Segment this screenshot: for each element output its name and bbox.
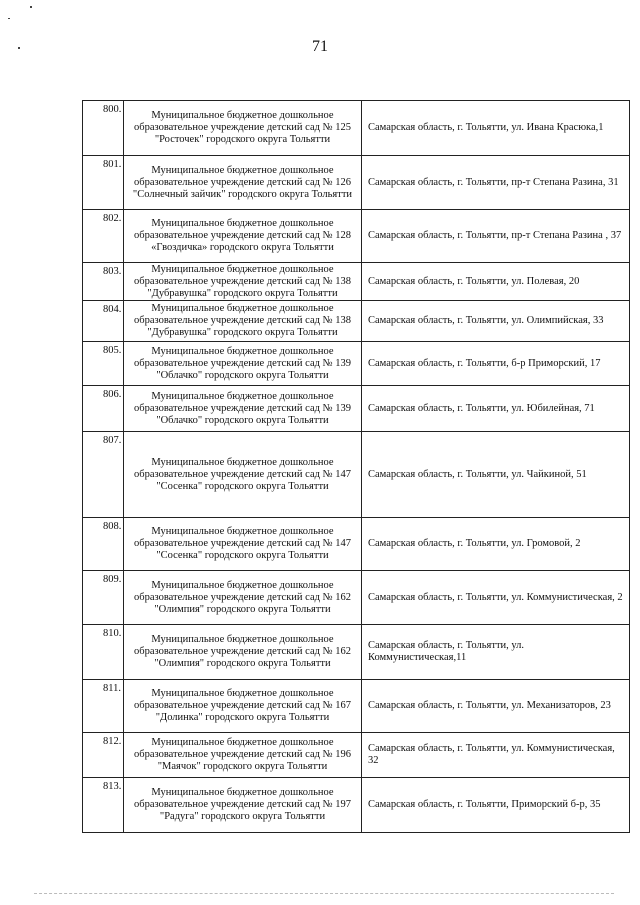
row-number-cell [83, 778, 124, 833]
institution-address-cell [362, 432, 630, 518]
institution-address: Самарская область, г. Тольятти, пр-т Степана Разина, 31 [368, 176, 619, 188]
institution-address: Самарская область, г. Тольятти, ул. Коммунистическая,11 [368, 640, 525, 663]
institution-name: Муниципальное бюджетное дошкольное образовательное учреждение детский сад № 147 "Сосенка" городского округа Тольятти [134, 526, 351, 561]
row-number: 809. [103, 574, 122, 585]
institution-name-cell [124, 210, 362, 263]
row-number: 806. [103, 389, 122, 400]
institution-address-cell [362, 101, 630, 156]
institution-address-cell [362, 571, 630, 625]
institution-address: Самарская область, г. Тольятти, ул. Юбилейная, 71 [368, 402, 595, 414]
institution-address-cell [362, 156, 630, 210]
row-number-cell [83, 432, 124, 518]
table-row [83, 778, 630, 833]
row-number-cell [83, 156, 124, 210]
institution-name-cell [124, 101, 362, 156]
institution-name-cell [124, 342, 362, 386]
institution-name-cell [124, 680, 362, 733]
institution-address-cell [362, 263, 630, 301]
institutions-table [82, 100, 630, 833]
institution-name-cell [124, 386, 362, 432]
institution-name: Муниципальное бюджетное дошкольное образовательное учреждение детский сад № 147 "Сосенка" городского округа Тольятти [134, 456, 351, 492]
row-number: 801. [103, 159, 122, 170]
row-number-cell [83, 301, 124, 342]
institution-name: Муниципальное бюджетное дошкольное образовательное учреждение детский сад № 167 "Долинка" городского округа Тольятти [134, 688, 351, 723]
institution-name-cell [124, 571, 362, 625]
row-number: 810. [103, 628, 122, 639]
institution-address-cell [362, 386, 630, 432]
row-number: 800. [103, 104, 122, 115]
institution-address: Самарская область, г. Тольятти, б-р Приморский, 17 [368, 357, 601, 369]
institution-name: Муниципальное бюджетное дошкольное образовательное учреждение детский сад № 138 "Дубравушка" городского округа Тольятти [134, 263, 351, 299]
institution-address: Самарская область, г. Тольятти, ул. Олимпийская, 33 [368, 315, 604, 326]
table-row [83, 101, 630, 156]
institution-name: Муниципальное бюджетное дошкольное образовательное учреждение детский сад № 128 «Гвоздичка» городского округа Тольятти [134, 218, 351, 253]
row-number-cell [83, 733, 124, 778]
institution-address: Самарская область, г. Тольятти, ул. Коммунистическая, 2 [368, 591, 623, 603]
row-number: 802. [103, 213, 122, 224]
institution-address: Самарская область, г. Тольятти, ул. Ивана Красюка,1 [368, 122, 604, 133]
table-row [83, 625, 630, 680]
institution-address-cell [362, 342, 630, 386]
table-row [83, 156, 630, 210]
table-row [83, 680, 630, 733]
row-number-cell [83, 386, 124, 432]
table-row [83, 342, 630, 386]
institution-address-cell [362, 778, 630, 833]
row-number-cell [83, 680, 124, 733]
table-row [83, 210, 630, 263]
institution-name: Муниципальное бюджетное дошкольное образовательное учреждение детский сад № 139 "Облачко" городского округа Тольятти [134, 390, 351, 426]
scan-speck [30, 6, 32, 8]
institution-name: Муниципальное бюджетное дошкольное образовательное учреждение детский сад № 139 "Облачко" городского округа Тольятти [134, 345, 351, 381]
row-number-cell [83, 342, 124, 386]
institution-name-cell [124, 263, 362, 301]
row-number: 808. [103, 521, 122, 532]
table-row [83, 432, 630, 518]
table-row [83, 263, 630, 301]
institution-address-cell [362, 625, 630, 680]
row-number: 803. [103, 266, 122, 277]
institution-address-cell [362, 301, 630, 342]
institution-name: Муниципальное бюджетное дошкольное образовательное учреждение детский сад № 138 "Дубравушка" городского округа Тольятти [134, 303, 351, 338]
row-number: 807. [103, 435, 122, 446]
institution-name-cell [124, 156, 362, 210]
row-number: 811. [103, 683, 121, 694]
page-number: 71 [312, 38, 328, 55]
institution-name: Муниципальное бюджетное дошкольное образовательное учреждение детский сад № 196 "Маячок" городского округа Тольятти [134, 737, 351, 772]
institution-address: Самарская область, г. Тольятти, ул. Громовой, 2 [368, 538, 581, 549]
institution-address-cell [362, 733, 630, 778]
table-row [83, 518, 630, 571]
institution-name-cell [124, 733, 362, 778]
table-row [83, 571, 630, 625]
scan-edge-line [34, 893, 614, 894]
institution-address: Самарская область, г. Тольятти, ул. Механизаторов, 23 [368, 700, 611, 711]
row-number: 813. [103, 781, 122, 792]
institution-address: Самарская область, г. Тольятти, ул. Полевая, 20 [368, 275, 580, 287]
institution-address-cell [362, 518, 630, 571]
table-row [83, 733, 630, 778]
scan-speck [8, 18, 10, 19]
row-number-cell [83, 101, 124, 156]
row-number-cell [83, 625, 124, 680]
institution-address: Самарская область, г. Тольятти, ул. Коммунистическая, 32 [368, 743, 615, 766]
row-number-cell [83, 571, 124, 625]
institution-address: Самарская область, г. Тольятти, ул. Чайкиной, 51 [368, 468, 587, 480]
institution-name: Муниципальное бюджетное дошкольное образовательное учреждение детский сад № 126 "Солнечный зайчик" городского округа Тольятти [132, 164, 353, 200]
row-number: 805. [103, 345, 122, 356]
institution-name: Муниципальное бюджетное дошкольное образовательное учреждение детский сад № 125 "Росточек" городского округа Тольятти [134, 110, 351, 145]
institution-name-cell [124, 301, 362, 342]
row-number: 804. [103, 304, 122, 315]
institution-name: Муниципальное бюджетное дошкольное образовательное учреждение детский сад № 197 "Радуга" городского округа Тольятти [134, 787, 351, 822]
table-row [83, 301, 630, 342]
row-number-cell [83, 263, 124, 301]
scan-speck [18, 47, 20, 49]
institution-name: Муниципальное бюджетное дошкольное образовательное учреждение детский сад № 162 "Олимпия" городского округа Тольятти [134, 634, 351, 669]
institution-name-cell [124, 432, 362, 518]
institution-name-cell [124, 625, 362, 680]
row-number-cell [83, 518, 124, 571]
row-number-cell [83, 210, 124, 263]
institution-address-cell [362, 680, 630, 733]
institution-address: Самарская область, г. Тольятти, Приморский б-р, 35 [368, 799, 601, 810]
institution-address-cell [362, 210, 630, 263]
institution-name-cell [124, 518, 362, 571]
table-row [83, 386, 630, 432]
row-number: 812. [103, 736, 122, 747]
institution-name: Муниципальное бюджетное дошкольное образовательное учреждение детский сад № 162 "Олимпия" городского округа Тольятти [134, 579, 351, 615]
institution-address: Самарская область, г. Тольятти, пр-т Степана Разина , 37 [368, 230, 622, 241]
institution-name-cell [124, 778, 362, 833]
